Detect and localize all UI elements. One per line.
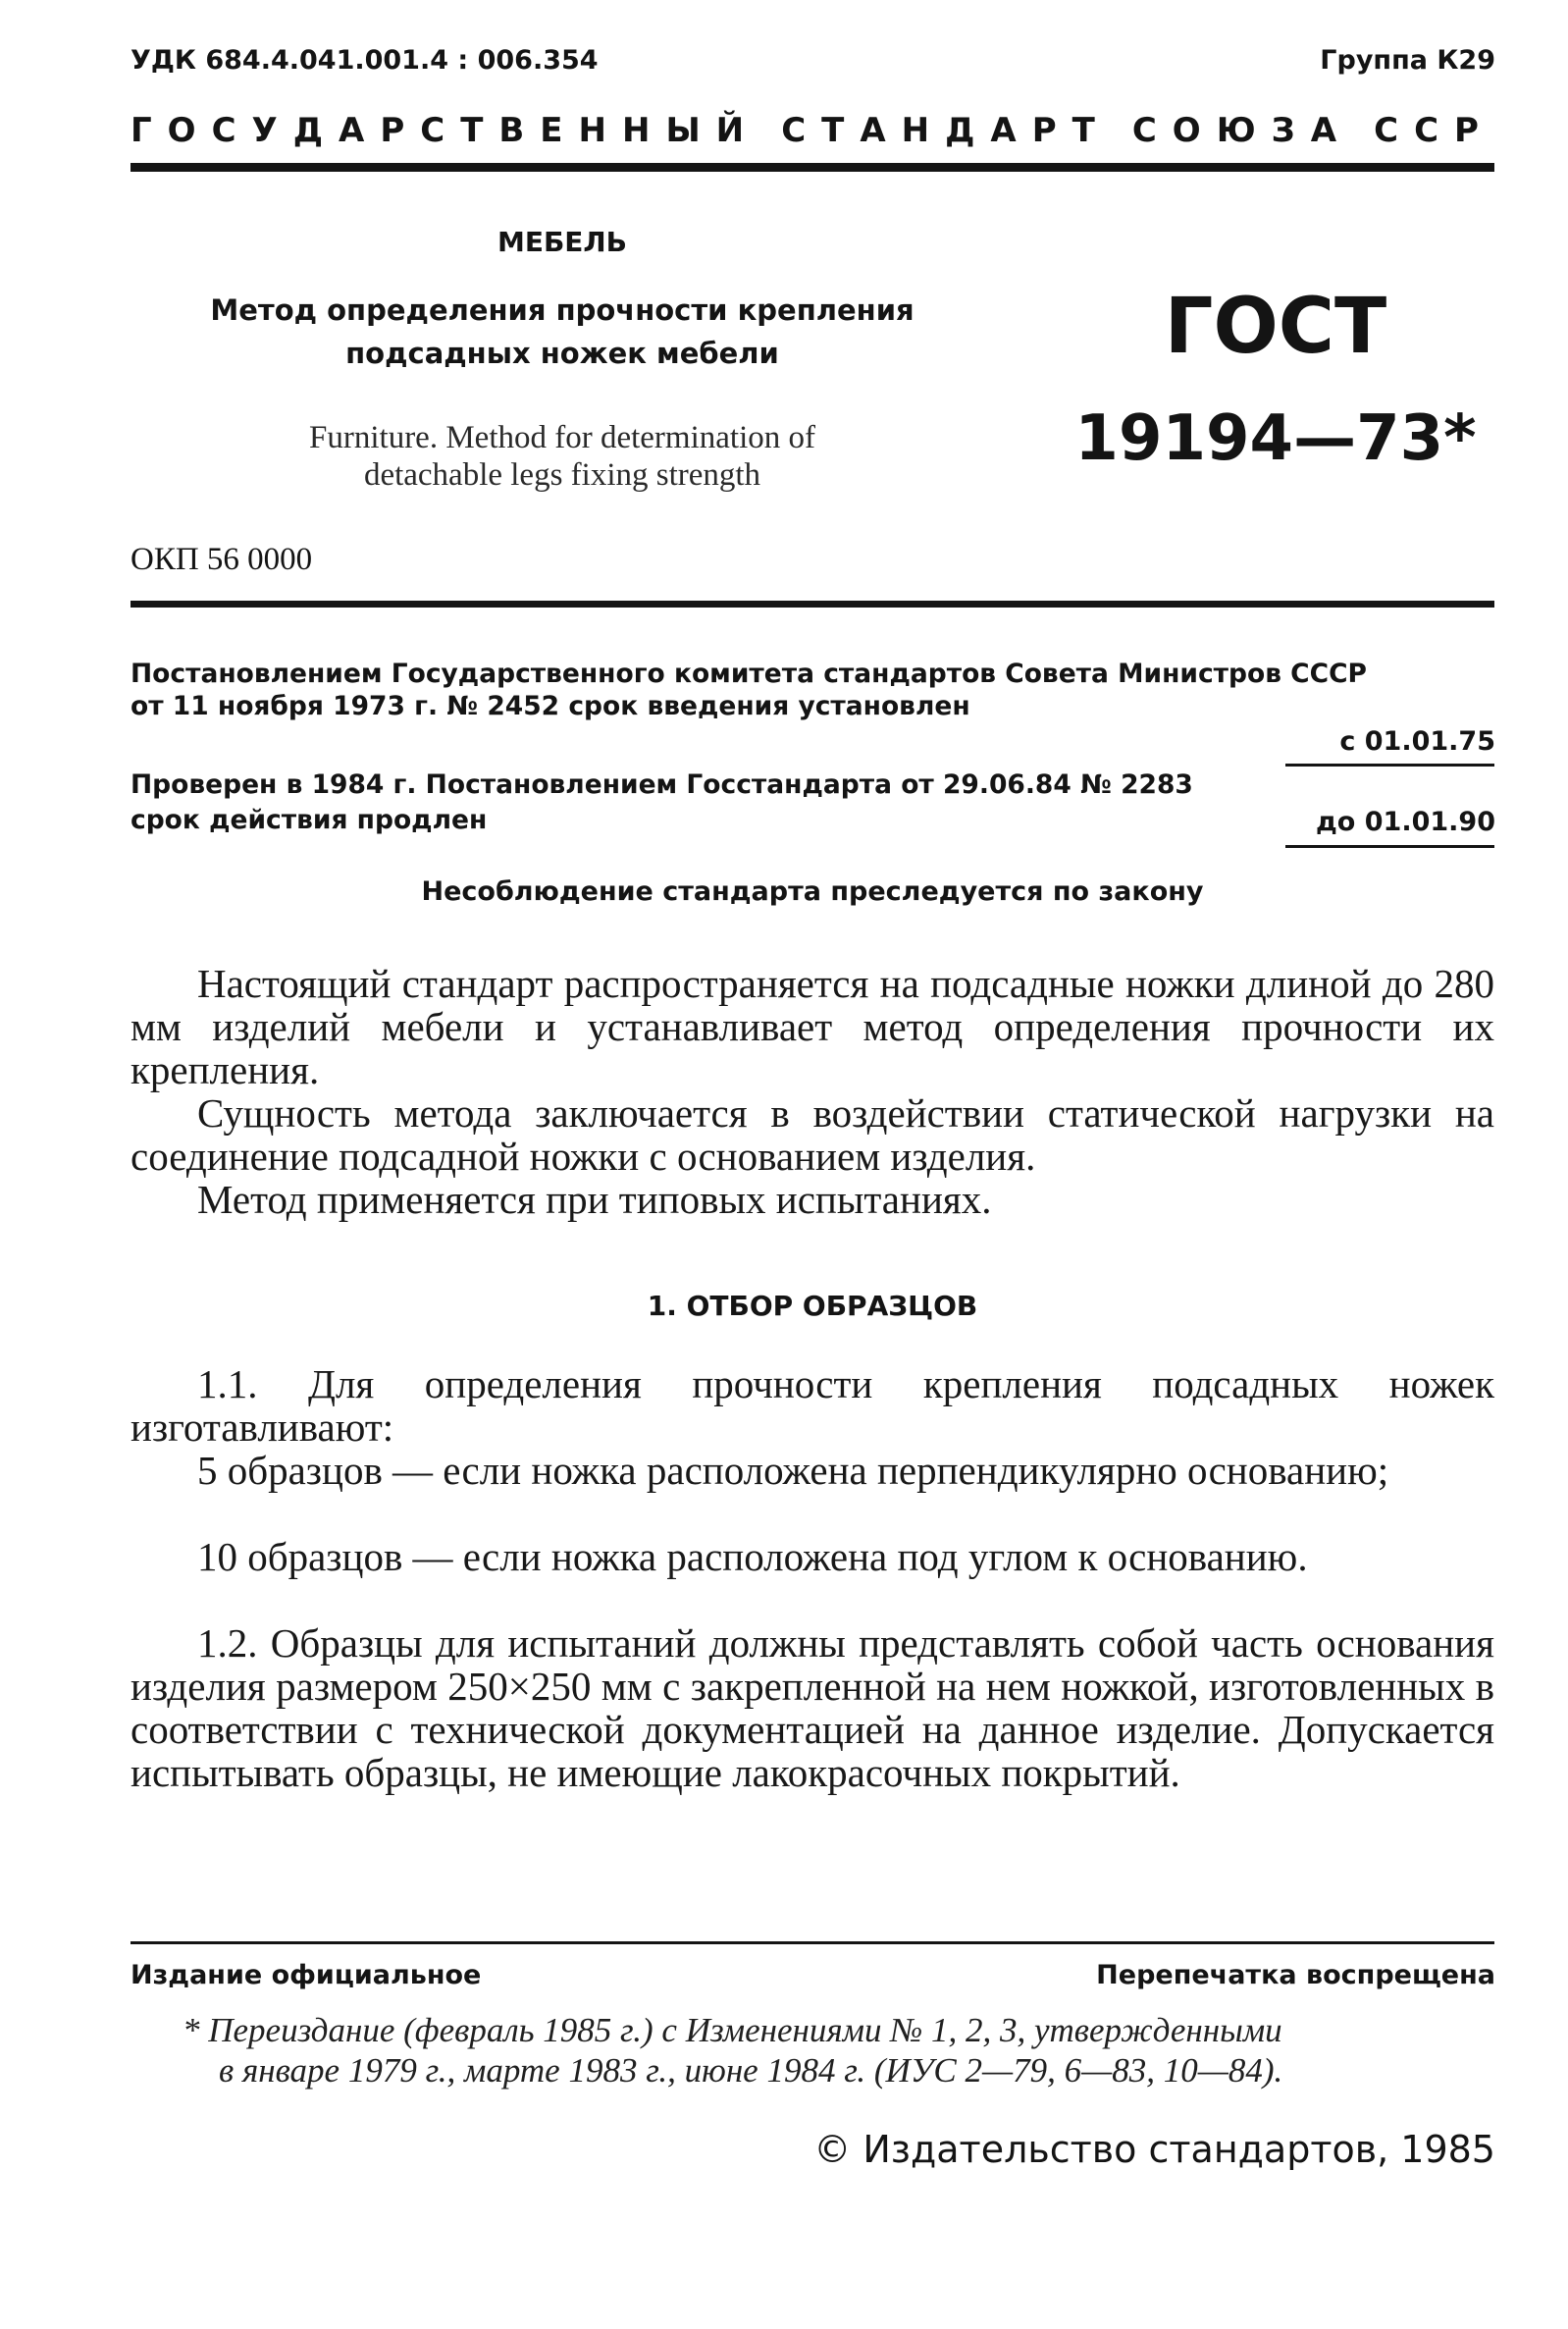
title-ru-line2: подсадных ножек мебели [345,337,779,370]
p1-1a-text: 5 образцов — если ножка расположена перпендикулярно основанию; [197,1448,1389,1493]
intro-paragraph-3 [131,1178,1494,1221]
gost-number: 19194—73* [1074,402,1477,475]
decree-line-2: от 11 ноября 1973 г. № 2452 срок введения установлен [131,691,970,721]
edition-label: Издание официальное [131,1960,482,1990]
p1-1b-text: 10 образцов — если ножка расположена под углом к основанию. [197,1534,1308,1579]
date-from: с 01.01.75 [1339,726,1495,757]
date-from-underline [1285,764,1494,767]
gost-label: ГОСТ [1164,283,1387,371]
title-en-line1: Furniture. Method for determination of [309,420,815,455]
section-heading: 1. ОТБОР ОБРАЗЦОВ [647,1290,978,1322]
section-paragraph-1-1a [131,1449,1494,1492]
intro-paragraph-2 [131,1091,1494,1178]
copyright: © Издательство стандартов, 1985 [813,2128,1495,2171]
product-title: МЕБЕЛЬ [497,226,628,258]
state-word-2: СТАНДАРТ [781,111,1111,150]
reissue-line-2: в январе 1979 г., марте 1983 г., июне 1984 г. (ИУС 2—79, 6—83, 10—84). [219,2051,1283,2090]
decree-line-1: Постановлением Государственного комитета стандартов Совета Министров СССР [131,659,1367,689]
p1-1-text: 1.1. Для определения прочности крепления подсадных ножек изготавливают: [131,1361,1494,1450]
legal-notice: Несоблюдение стандарта преследуется по закону [421,876,1204,907]
udk-code: УДК 684.4.041.001.4 : 006.354 [131,45,599,76]
title-russian [131,289,994,375]
title-english [131,419,994,494]
title-bottom-rule [131,601,1494,608]
state-standard-banner [131,111,1494,150]
checked-line-1: Проверен в 1984 г. Постановлением Госстандарта от 29.06.84 № 2283 [131,769,1193,800]
state-word-3: СОЮЗА [1131,111,1353,150]
section-paragraph-1-2 [131,1621,1494,1794]
intro-paragraph-1 [131,962,1494,1091]
checked-line-2: срок действия продлен [131,805,488,835]
group-code: Группа К29 [1320,45,1495,76]
date-to: до 01.01.90 [1316,807,1495,837]
date-to-underline [1285,845,1494,848]
reissue-note [131,2010,1494,2091]
reissue-line-1: * Переиздание (февраль 1985 г.) с Изменениями № 1, 2, 3, утвержденными [183,2011,1282,2049]
intro-p1-text: Настоящий стандарт распространяется на подсадные ножки длиной до 280 мм изделий мебели и устанавливает метод определения прочности их крепления. [131,961,1494,1092]
header-thick-rule [131,163,1494,172]
footer-rule [131,1941,1494,1944]
intro-p3-text: Метод применяется при типовых испытаниях. [197,1177,992,1222]
title-en-line2: detachable legs fixing strength [363,457,761,493]
section-paragraph-1-1 [131,1362,1494,1449]
title-ru-line1: Метод определения прочности крепления [210,293,915,327]
p1-2-text: 1.2. Образцы для испытаний должны представлять собой часть основания изделия размером 250×250 мм с закрепленной на нем ножкой, изготовленных в соответствии с технической документацией на данное изделие. Допускается испытывать образцы, не имеющие лакокрасочных покрытий. [131,1620,1494,1795]
intro-p2-text: Сущность метода заключается в воздействии статической нагрузки на соединение подсадной ножки с основанием изделия. [131,1090,1494,1179]
state-word-1: ГОСУДАРСТВЕННЫЙ [131,111,760,150]
section-paragraph-1-1b [131,1535,1494,1578]
okp-code: ОКП 56 0000 [131,542,313,577]
state-word-4: ССР [1374,111,1494,150]
reprint-label: Перепечатка воспрещена [1096,1960,1495,1990]
